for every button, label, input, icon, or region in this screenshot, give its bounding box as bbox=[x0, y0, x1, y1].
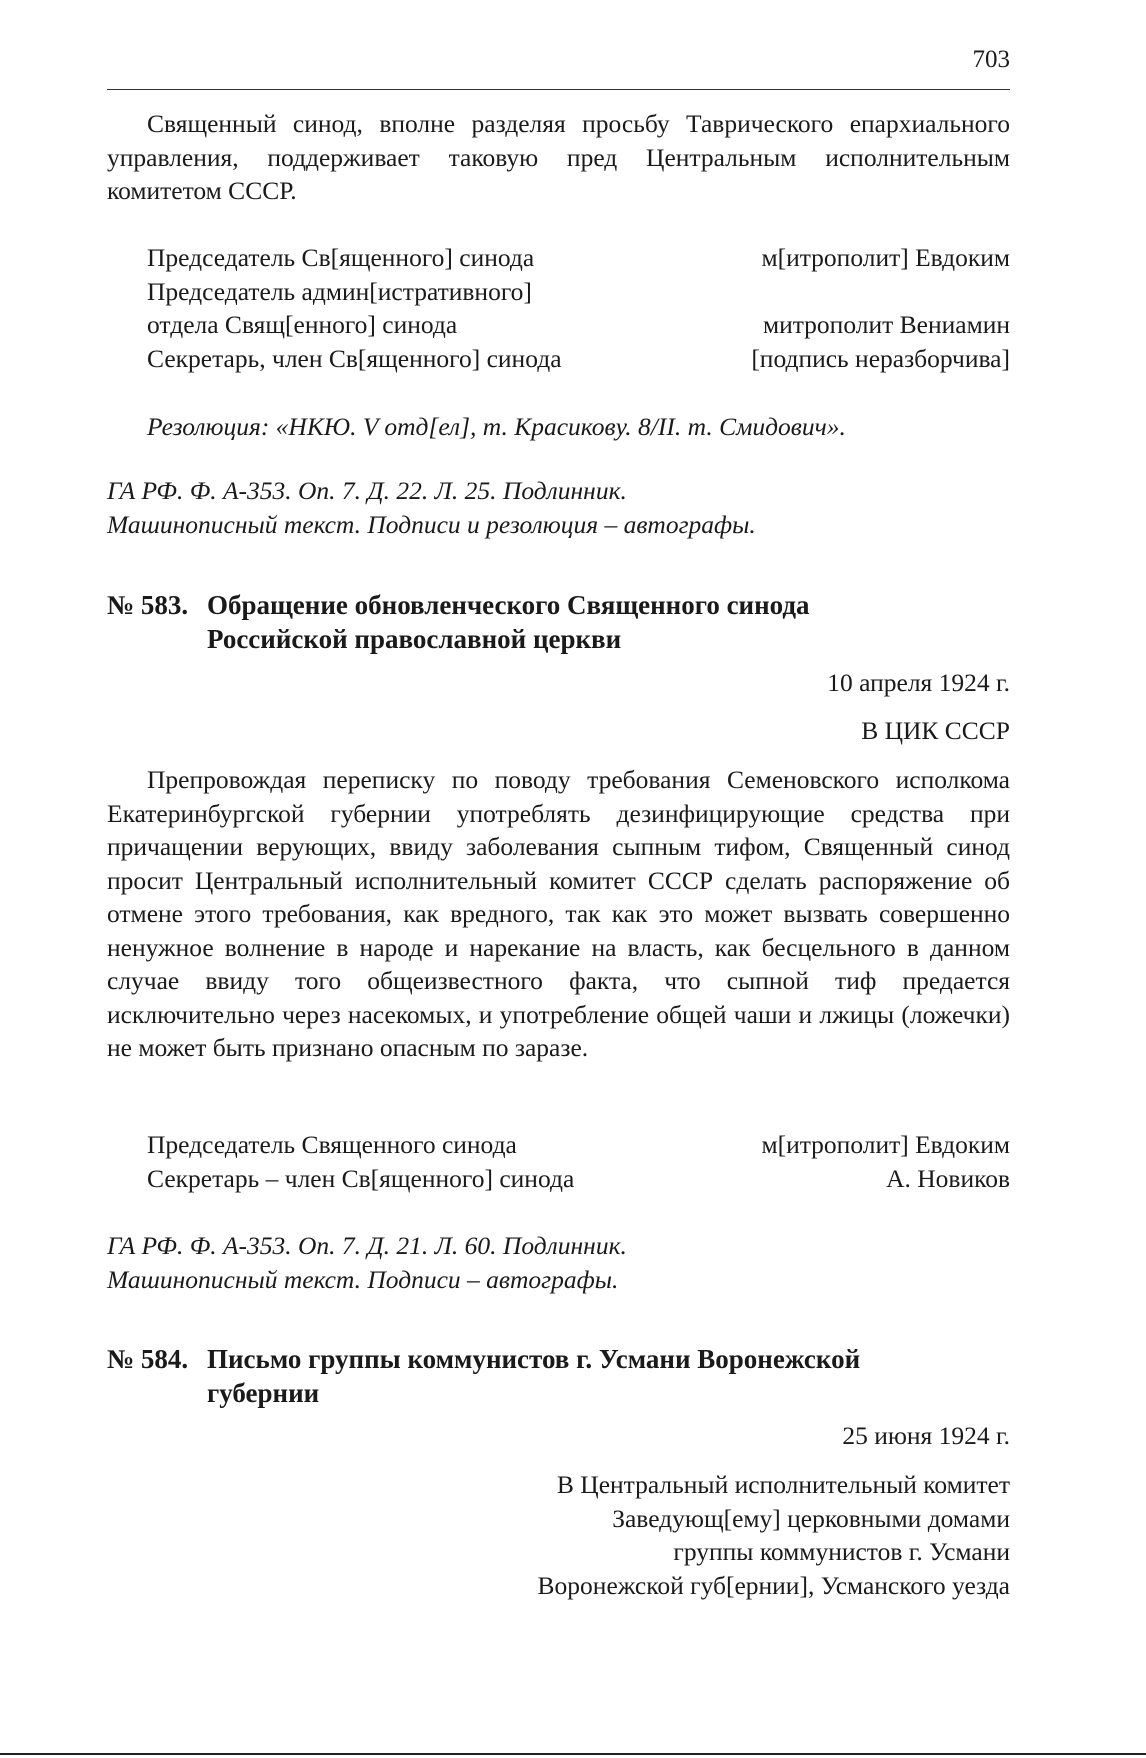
signature-role: Секретарь, член Св[ященного] синода bbox=[147, 343, 562, 373]
doc583-title-line2: Российской православной церкви bbox=[207, 624, 622, 654]
signature-name: м[итрополит] Евдоким bbox=[761, 243, 1010, 272]
signature-row bbox=[107, 1162, 1010, 1196]
doc583-title-line1: Обращение обновленческого Священного синода bbox=[207, 590, 810, 620]
signature-row bbox=[107, 308, 1010, 342]
signatures-block-1 bbox=[107, 241, 1010, 375]
signatures-table-1 bbox=[107, 241, 1010, 375]
signature-role: Председатель Св[ященного] синода bbox=[147, 243, 535, 272]
doc584-address-line: группы коммунистов г. Усмани bbox=[673, 1537, 1010, 1566]
resolution: Резолюция: «НКЮ. V отд[ел], т. Красикову. 8/II. т. Смидович». bbox=[147, 412, 846, 441]
doc583-body: Препровождая переписку по поводу требования Семеновского исполкома Екатеринбургской губернии употреблять дезинфицирующие средства при причащении верующих, ввиду заболевания сыпным тифом, Священный синод просит Центральный исполнительный комитет СССР сделать распоряжение об отмене этого требования, как вредного, так как это может вызвать совершенно ненужное волнение в народе и нарекание на власть, как бесцельного в данном случае ввиду того общеизвестного факта, что сыпной тиф предается исключительно через насекомых, и употребление общей чаши и лжицы (ложечки) не может быть признано опасным по заразе. bbox=[107, 765, 1010, 1062]
doc583-addressee: В ЦИК СССР bbox=[861, 716, 1010, 745]
source-note-line: ГА РФ. Ф. А-353. Оп. 7. Д. 22. Л. 25. Подлинник. bbox=[107, 476, 627, 505]
doc584-number: № 584. bbox=[107, 1344, 189, 1374]
doc584-address-line: Заведующ[ему] церковными домами bbox=[612, 1503, 1010, 1533]
doc583-signatures-table bbox=[107, 1128, 1010, 1195]
signature-name bbox=[682, 275, 1010, 309]
doc584-address-line: Воронежской губ[ернии], Усманского уезда bbox=[537, 1570, 1010, 1600]
header-rule bbox=[107, 89, 1010, 90]
source-note-1 bbox=[107, 474, 1010, 541]
doc584-address-line: В Центральный исполнительный комитет bbox=[556, 1470, 1010, 1499]
signature-row bbox=[107, 275, 1010, 309]
signature-role: Председатель админ[истративного] bbox=[147, 276, 532, 306]
source-note-line: Машинописный текст. Подписи и резолюция – автографы. bbox=[107, 509, 756, 539]
doc583-body-block bbox=[107, 763, 1010, 1065]
doc583-heading bbox=[107, 588, 1010, 656]
doc583-date: 10 апреля 1924 г. bbox=[827, 668, 1010, 697]
signature-name: митрополит Вениамин bbox=[762, 310, 1010, 339]
bottom-edge-rule bbox=[0, 1753, 1146, 1755]
intro-block bbox=[107, 107, 1010, 208]
doc583-number: № 583. bbox=[107, 590, 189, 620]
signature-role: Секретарь – член Св[ященного] синода bbox=[147, 1163, 575, 1193]
source-note-line: Машинописный текст. Подписи – автографы. bbox=[107, 1264, 619, 1294]
doc583-signatures-block bbox=[107, 1128, 1010, 1195]
intro-paragraph: Священный синод, вполне разделяя просьбу Таврического епархиального управления, поддерживает таковую пред Центральным исполнительным комитетом СССР. bbox=[107, 109, 1010, 205]
signature-name: А. Новиков bbox=[886, 1163, 1010, 1193]
signature-row bbox=[107, 1128, 1010, 1162]
signature-row bbox=[107, 241, 1010, 275]
signature-name: м[итрополит] Евдоким bbox=[761, 1130, 1010, 1159]
signature-role: Председатель Священного синода bbox=[147, 1130, 517, 1159]
doc584-address-block bbox=[538, 1468, 1010, 1602]
signature-role: отдела Свящ[енного] синода bbox=[147, 310, 458, 339]
signature-name: [подпись неразборчива] bbox=[751, 343, 1010, 373]
doc584-date: 25 июня 1924 г. bbox=[842, 1421, 1010, 1450]
signature-row bbox=[107, 342, 1010, 376]
doc584-title-line1: Письмо группы коммунистов г. Усмани Воронежской bbox=[207, 1344, 861, 1374]
page-number: 703 bbox=[972, 46, 1010, 73]
doc584-title-line2: губернии bbox=[207, 1378, 320, 1408]
source-note-line: ГА РФ. Ф. А-353. Оп. 7. Д. 21. Л. 60. Подлинник. bbox=[107, 1231, 627, 1260]
doc584-heading bbox=[107, 1342, 1010, 1410]
source-note-2 bbox=[107, 1229, 1010, 1296]
